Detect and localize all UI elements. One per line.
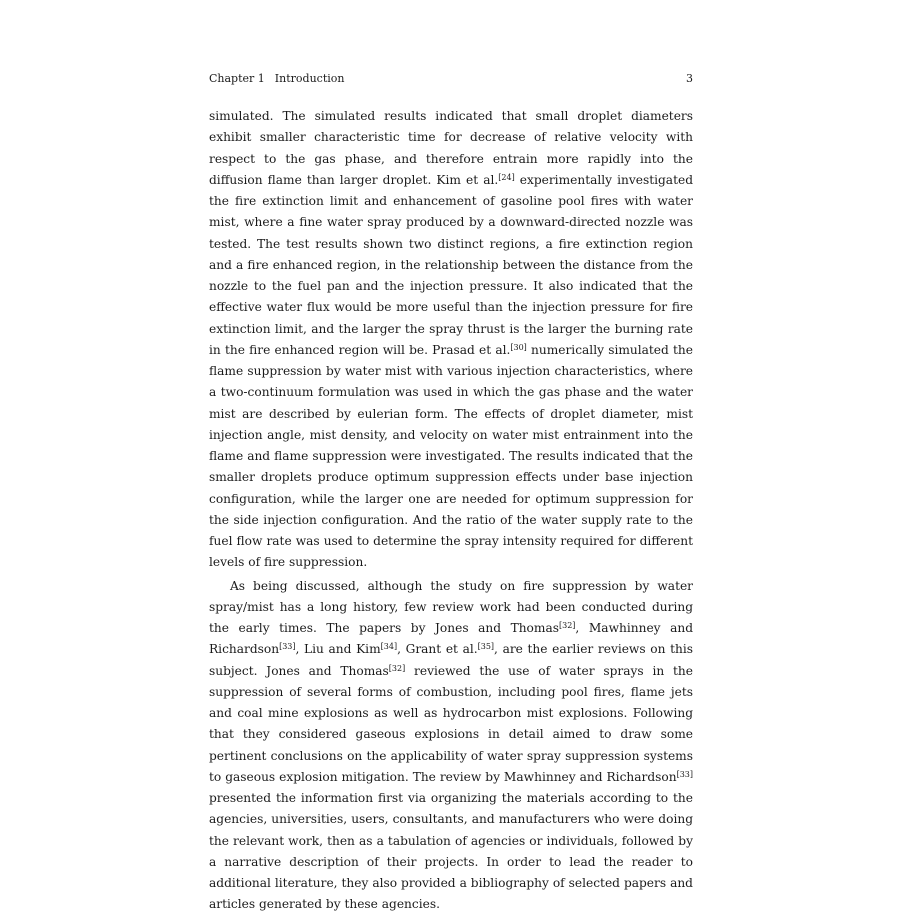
text-run: , Grant et al.: [397, 642, 478, 657]
paragraph: [209, 106, 693, 574]
citation: [35]: [477, 642, 495, 652]
chapter-heading: [209, 72, 344, 86]
citation: [24]: [498, 172, 515, 182]
running-header: [209, 72, 693, 86]
citation: [33]: [279, 642, 296, 652]
text-run: As being discussed, although the study on fire suppression by water spray/mist has a long history, few review work had been conducted during the early times. The papers by Jones and Thomas: [209, 578, 693, 635]
text-run: experimentally investigated the fire extinction limit and enhancement of gasoline pool fires with water mist, where a fine water spray produced by a downward-directed nozzle was tested. The test results shown two distinct regions, a fire extinction region and a fire enhanced region, in the relationship between the distance from the nozzle to the fuel pan and the injection pressure. It also indicated that the effective water flux would be more useful than the injection pressure for fire extinction limit, and the larger the spray thrust is the larger the burning rate in the fire enhanced region will be. Prasad et al.: [209, 172, 693, 357]
chapter-label: Chapter 1: [209, 72, 265, 85]
text-run: , Mawhinney and Richardson: [209, 621, 694, 657]
text-run: reviewed the use of water sprays in the suppression of several forms of combustion, including pool fires, flame jets and coal mine explosions as well as hydrocarbon mist explosions. Following that they considered gaseous explosions in detail aimed to draw some pertinent conclusions on the applicability of water spray suppression systems to gaseous explosion mitigation. The review by Mawhinney and Richardson: [209, 663, 693, 784]
paragraph: [209, 576, 693, 916]
page-number: 3: [686, 72, 693, 85]
text-run: , Liu and Kim: [295, 642, 381, 657]
citation: [33]: [676, 769, 693, 779]
text-run: simulated. The simulated results indicated that small droplet diameters exhibit smaller characteristic time for decrease of relative velocity with respect to the gas phase, and therefore entrain more rapidly into the diffusion flame than larger droplet. Kim et al.: [209, 109, 693, 187]
citation: [34]: [380, 642, 398, 652]
citation: [32]: [558, 621, 576, 630]
body-text: [209, 106, 693, 916]
document-page: [209, 72, 693, 916]
citation: [32]: [388, 663, 406, 673]
text-run: , are the earlier reviews on this subject. Jones and Thomas: [209, 642, 693, 678]
text-run: presented the information first via organizing the materials according to the agencies, universities, users, consultants, and manufacturers who were doing the relevant work, then as a tabulation of agencies or individuals, followed by a narrative description of their projects. In order to lead the reader to additional literature, they also provided a bibliography of selected papers and articles generated by these agencies.: [209, 791, 693, 912]
chapter-title: Introduction: [274, 72, 345, 85]
citation: [30]: [510, 342, 527, 352]
text-run: numerically simulated the flame suppression by water mist with various injection characteristics, where a two-continuum formulation was used in which the gas phase and the water mist are described by eulerian form. The effects of droplet diameter, mist injection angle, mist density, and velocity on water mist entrainment into the flame and flame suppression were investigated. The results indicated that the smaller droplets produce optimum suppression effects under base injection configuration, while the larger one are needed for optimum suppression for the side injection configuration. And the ratio of the water supply rate to the fuel flow rate was used to determine the spray intensity required for different levels of fire suppression.: [209, 342, 693, 570]
